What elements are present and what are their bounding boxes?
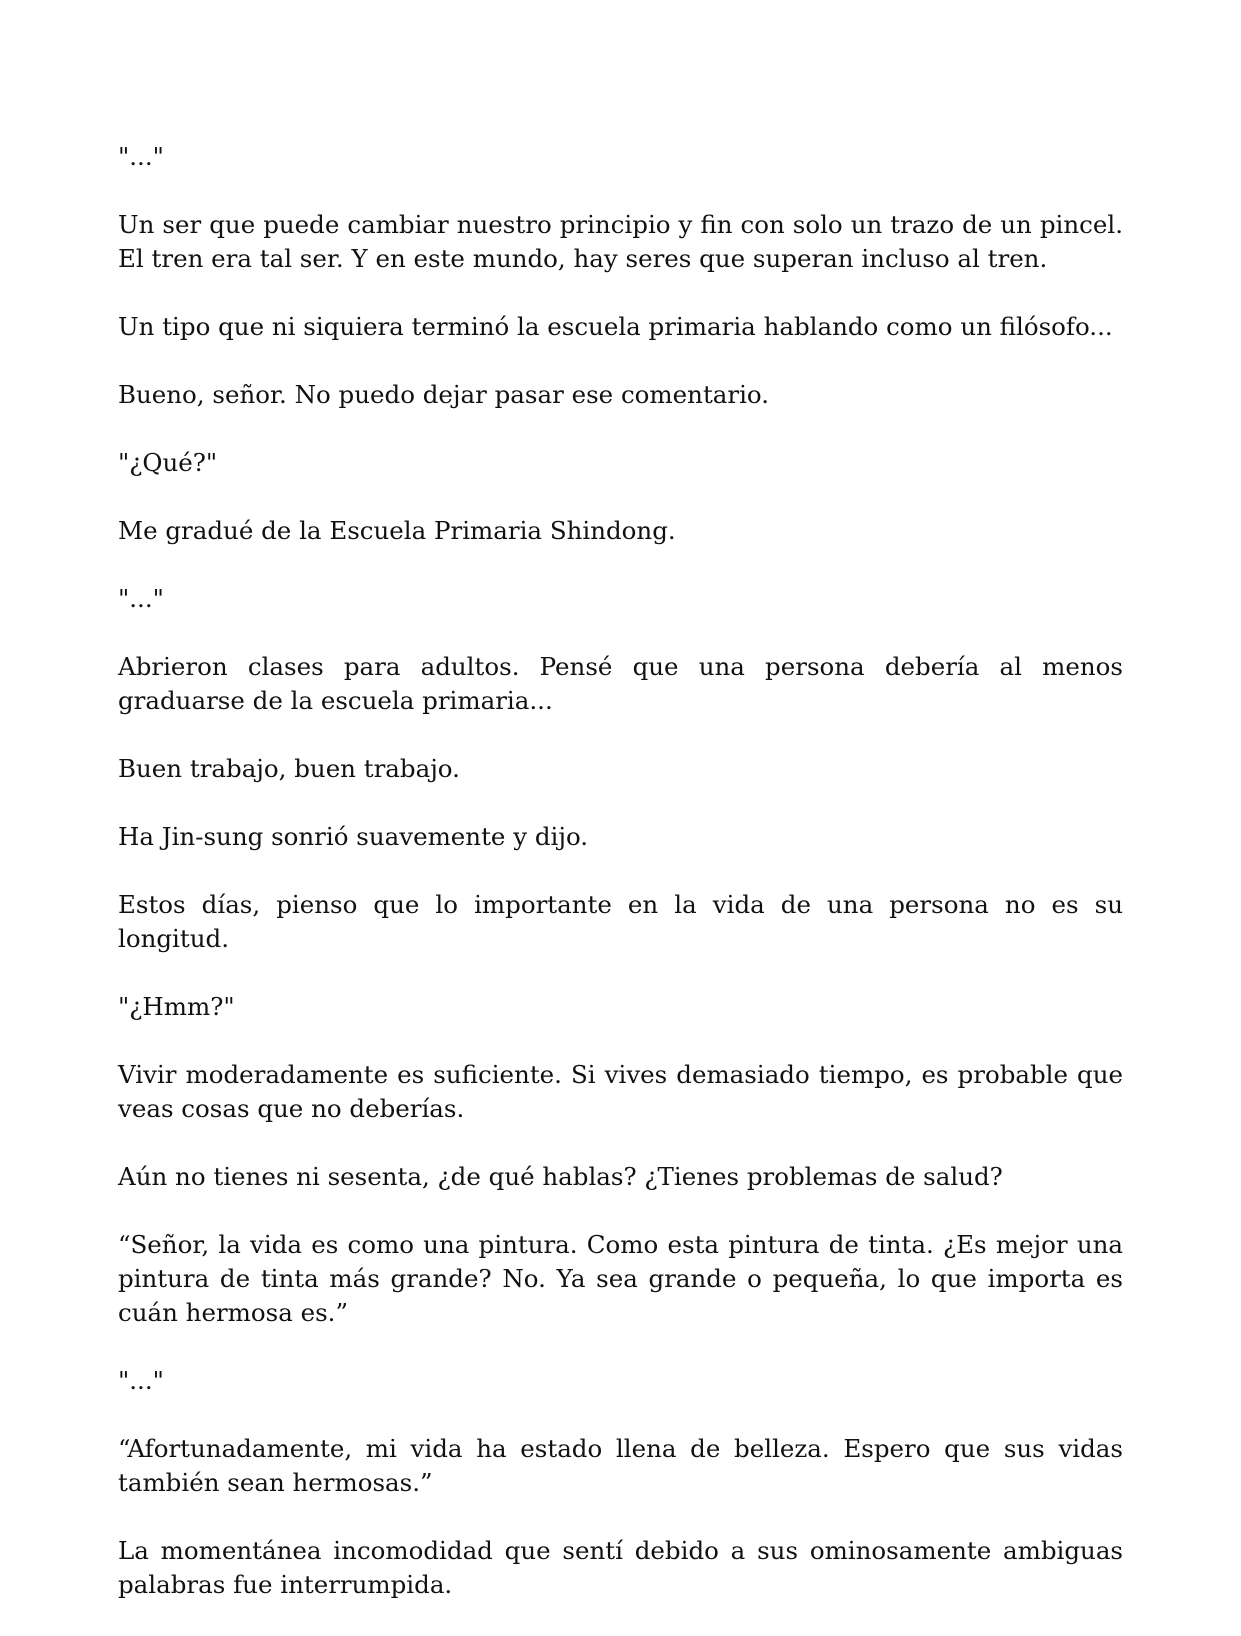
paragraph-ellipsis-3: "..." <box>118 1366 164 1395</box>
paragraph-beauty: “Afortunadamente, mi vida ha estado llena de belleza. Espero que sus vidas también sean hermosas.” <box>118 1434 1123 1497</box>
paragraph-comment: Bueno, señor. No puedo dejar pasar ese comentario. <box>118 380 770 409</box>
paragraph-graduated: Me gradué de la Escuela Primaria Shindong. <box>118 516 676 545</box>
paragraph-life-length: Estos días, pienso que lo importante en la vida de una persona no es su longitud. <box>118 890 1123 953</box>
paragraph-live-moderately: Vivir moderadamente es suficiente. Si vives demasiado tiempo, es probable que veas cosas que no deberías. <box>118 1060 1123 1123</box>
paragraph-interrupted: La momentánea incomodidad que sentí debido a sus ominosamente ambiguas palabras fue interrumpida. <box>118 1536 1123 1599</box>
paragraph-philosopher: Un tipo que ni siquiera terminó la escuela primaria hablando como un filósofo... <box>118 312 1113 341</box>
paragraph-smiled: Ha Jin-sung sonrió suavemente y dijo. <box>118 822 589 851</box>
paragraph-sixty: Aún no tienes ni sesenta, ¿de qué hablas? ¿Tienes problemas de salud? <box>118 1162 1003 1191</box>
paragraph-que: "¿Qué?" <box>118 448 218 477</box>
paragraph-ink-painting: “Señor, la vida es como una pintura. Como esta pintura de tinta. ¿Es mejor una pintura de tinta más grande? No. Ya sea grande o pequeña, lo que importa es cuán hermosa es.” <box>118 1230 1123 1327</box>
document-page <box>118 140 1123 1636</box>
paragraph-ellipsis-2: "..." <box>118 584 164 613</box>
paragraph-hmm: "¿Hmm?" <box>118 992 235 1021</box>
paragraph-adult-classes: Abrieron clases para adultos. Pensé que una persona debería al menos graduarse de la escuela primaria... <box>118 652 1123 715</box>
paragraph-brush-stroke: Un ser que puede cambiar nuestro principio y fin con solo un trazo de un pincel. El tren era tal ser. Y en este mundo, hay seres que superan incluso al tren. <box>118 210 1123 273</box>
paragraph-good-job: Buen trabajo, buen trabajo. <box>118 754 460 783</box>
paragraph-ellipsis-1: "..." <box>118 142 164 171</box>
